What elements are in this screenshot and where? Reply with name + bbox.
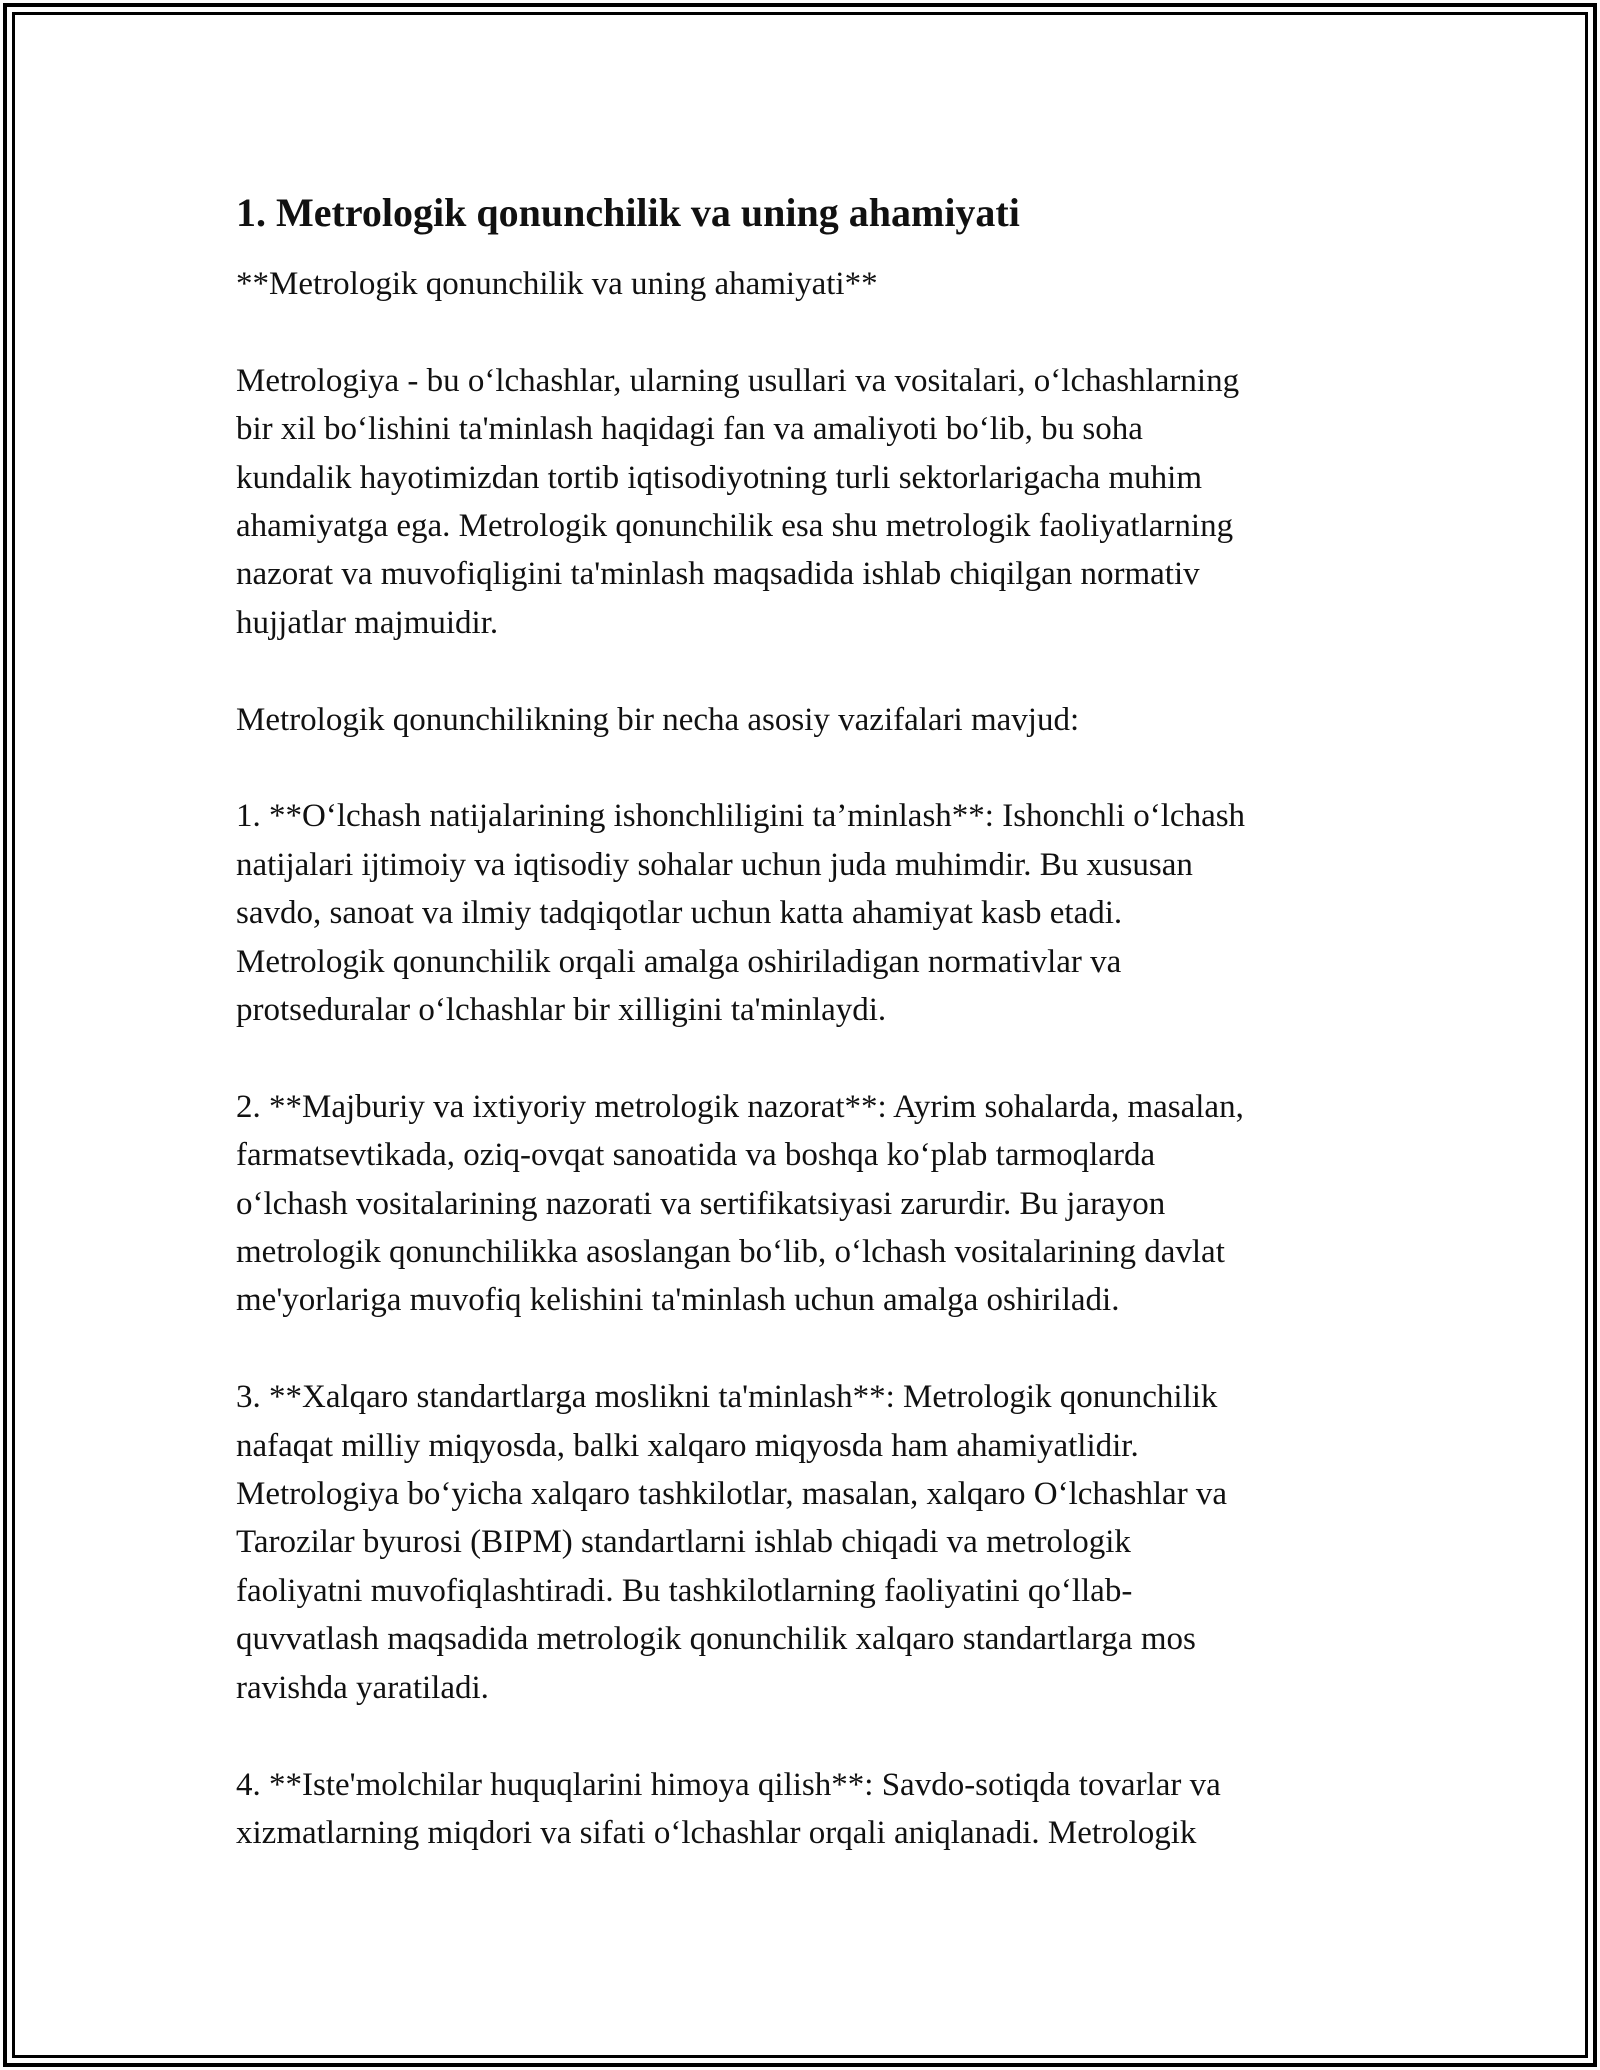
paragraph-line: savdo, sanoat va ilmiy tadqiqotlar uchun katta ahamiyat kasb etadi. (236, 895, 1123, 932)
paragraph-line: natijalari ijtimoiy va iqtisodiy sohalar uchun juda muhimdir. Bu xususan (236, 846, 1193, 883)
paragraph-line: oʻlchash vositalarining nazorati va sertifikatsiyasi zarurdir. Bu jarayon (236, 1185, 1166, 1222)
paragraph-line: nafaqat milliy miqyosda, balki xalqaro miqyosda ham ahamiyatlidir. (236, 1427, 1139, 1464)
paragraph-line: ravishda yaratiladi. (236, 1669, 489, 1706)
paragraph-line: faoliyatni muvofiqlashtiradi. Bu tashkilotlarning faoliyatini qoʻllab- (236, 1572, 1133, 1609)
paragraph-line: protseduralar oʻlchashlar bir xilligini ta'minlaydi. (236, 992, 887, 1029)
paragraph-line: nazorat va muvofiqligini ta'minlash maqsadida ishlab chiqilgan normativ (236, 556, 1200, 593)
paragraph (236, 357, 1386, 647)
paragraph-line: Tarozilar byurosi (BIPM) standartlarni ishlab chiqadi va metrologik (236, 1524, 1131, 1561)
paragraph-line: hujjatlar majmuidir. (236, 604, 499, 641)
paragraph (236, 792, 1386, 1034)
paragraph-line: kundalik hayotimizdan tortib iqtisodiyotning turli sektorlarigacha muhim (236, 459, 1203, 496)
paragraph-line: Metrologiya boʻyicha xalqaro tashkilotlar, masalan, xalqaro Oʻlchashlar va (236, 1476, 1228, 1513)
paragraph-line: ahamiyatga ega. Metrologik qonunchilik esa shu metrologik faoliyatlarning (236, 508, 1234, 545)
paragraph (236, 696, 1386, 744)
paragraph-line: bir xil boʻlishini ta'minlash haqidagi fan va amaliyoti boʻlib, bu soha (236, 411, 1143, 448)
document-subheading: **Metrologik qonunchilik va uning ahamiyati** (236, 266, 878, 302)
document-heading: 1. Metrologik qonunchilik va uning ahamiyati (236, 190, 1020, 235)
paragraph (236, 1373, 1386, 1712)
paragraph (236, 1761, 1386, 1858)
paragraph-line: Metrologik qonunchilikning bir necha asosiy vazifalari mavjud: (236, 701, 1080, 738)
paragraph-line: quvvatlash maqsadida metrologik qonunchilik xalqaro standartlarga mos (236, 1621, 1196, 1658)
paragraph-line: me'yorlariga muvofiq kelishini ta'minlash uchun amalga oshiriladi. (236, 1282, 1120, 1319)
document-page (236, 188, 1386, 1906)
paragraph-line: 2. **Majburiy va ixtiyoriy metrologik nazorat**: Ayrim sohalarda, masalan, (236, 1088, 1244, 1125)
paragraph-line: xizmatlarning miqdori va sifati oʻlchashlar orqali aniqlanadi. Metrologik (236, 1814, 1197, 1851)
paragraph-line: 3. **Xalqaro standartlarga moslikni ta'minlash**: Metrologik qonunchilik (236, 1379, 1218, 1416)
paragraph (236, 1083, 1386, 1325)
paragraph-line: 4. **Iste'molchilar huquqlarini himoya qilish**: Savdo-sotiqda tovarlar va (236, 1766, 1221, 1803)
paragraph-line: 1. **Oʻlchash natijalarining ishonchliligini ta’minlash**: Ishonchli oʻlchash (236, 798, 1246, 835)
paragraph-line: farmatsevtikada, oziq-ovqat sanoatida va boshqa koʻplab tarmoqlarda (236, 1137, 1156, 1174)
paragraph-line: metrologik qonunchilikka asoslangan boʻlib, oʻlchash vositalarining davlat (236, 1234, 1225, 1271)
document-body (236, 357, 1386, 1858)
paragraph-line: Metrologik qonunchilik orqali amalga oshiriladigan normativlar va (236, 943, 1122, 980)
paragraph-line: Metrologiya - bu oʻlchashlar, ularning usullari va vositalari, oʻlchashlarning (236, 362, 1240, 399)
